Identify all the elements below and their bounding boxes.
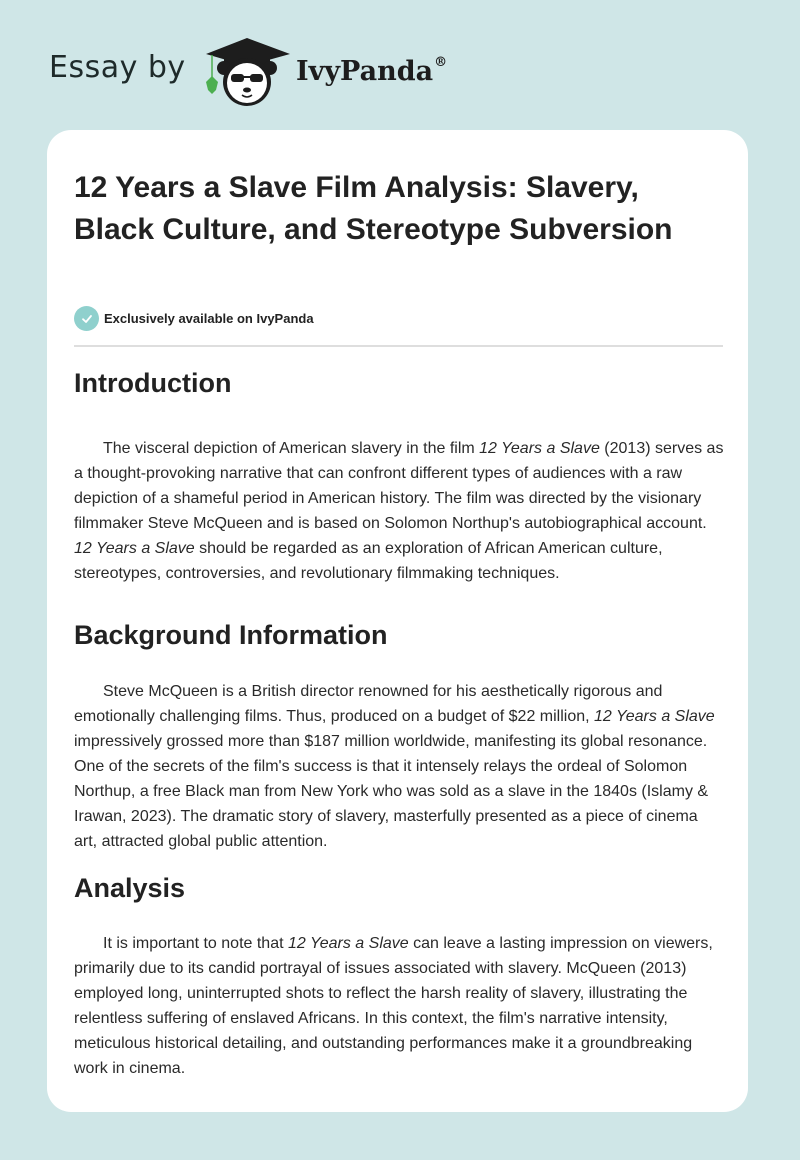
text-run: (2013) serves as a thought-provoking narrative that can confront different types of audiences with a raw depiction of a shameful period in American history. The film was directed by the visionary filmmaker Steve McQueen and is based on Solomon Northup's autobiographical account.: [74, 440, 724, 532]
brand-name[interactable]: [296, 55, 447, 87]
section-heading-analysis: Analysis: [74, 873, 186, 903]
film-title-italic: 12 Years a Slave: [287, 935, 409, 952]
registered-mark: ®: [434, 55, 448, 70]
badge-text: Exclusively available on IvyPanda: [104, 311, 314, 326]
text-run: The visceral depiction of American slavery in the film: [103, 440, 480, 457]
text-run: can leave a lasting impression on viewers, primarily due to its candid portrayal of issues associated with slavery. McQueen (2013) employed long, uninterrupted shots to reflect the harsh reality of slavery, illustrating the relentless suffering of enslaved Africans. In this context, the film's narrative intensity, meticulous historical detailing, and outstanding performances make it a groundbreaking work in cinema.: [74, 935, 713, 1077]
text-run: should be regarded as an exploration of African American culture, stereotypes, controversies, and revolutionary filmmaking techniques.: [74, 540, 663, 582]
paragraph-introduction: [74, 436, 724, 586]
essay-card: [47, 130, 748, 1112]
page-title: 12 Years a Slave Film Analysis: Slavery, Black Culture, and Stereotype Subversion: [74, 171, 673, 246]
paragraph-background: [74, 679, 724, 854]
panda-graduation-cap-icon[interactable]: [202, 36, 292, 108]
site-header: [0, 0, 800, 130]
paragraph-analysis: [74, 931, 724, 1081]
check-circle-icon: [74, 306, 99, 331]
text-run: impressively grossed more than $187 million worldwide, manifesting its global resonance. One of the secrets of the film's success is that it intensely relays the ordeal of Solomon Northup, a free Black man from New York who was sold as a slave in the 1840s (Islamy & Irawan, 2023). The dramatic story of slavery, masterfully presented as a piece of cinema art, attracted global public attention.: [74, 733, 709, 850]
film-title-italic: 12 Years a Slave: [479, 440, 600, 457]
film-title-italic: 12 Years a Slave: [74, 540, 195, 557]
text-run: Steve McQueen is a British director renowned for his aesthetically rigorous and emotionally challenging films. Thus, produced on a budget of $22 million,: [74, 683, 663, 725]
text-run: It is important to note that: [103, 935, 288, 952]
exclusive-badge: [74, 306, 314, 331]
section-heading-background: Background Information: [74, 620, 388, 650]
brand-text: IvyPanda: [296, 56, 434, 87]
section-heading-introduction: Introduction: [74, 368, 232, 398]
film-title-italic: 12 Years a Slave: [594, 708, 715, 725]
essay-by-label: Essay by: [49, 50, 186, 85]
divider: [74, 345, 723, 347]
